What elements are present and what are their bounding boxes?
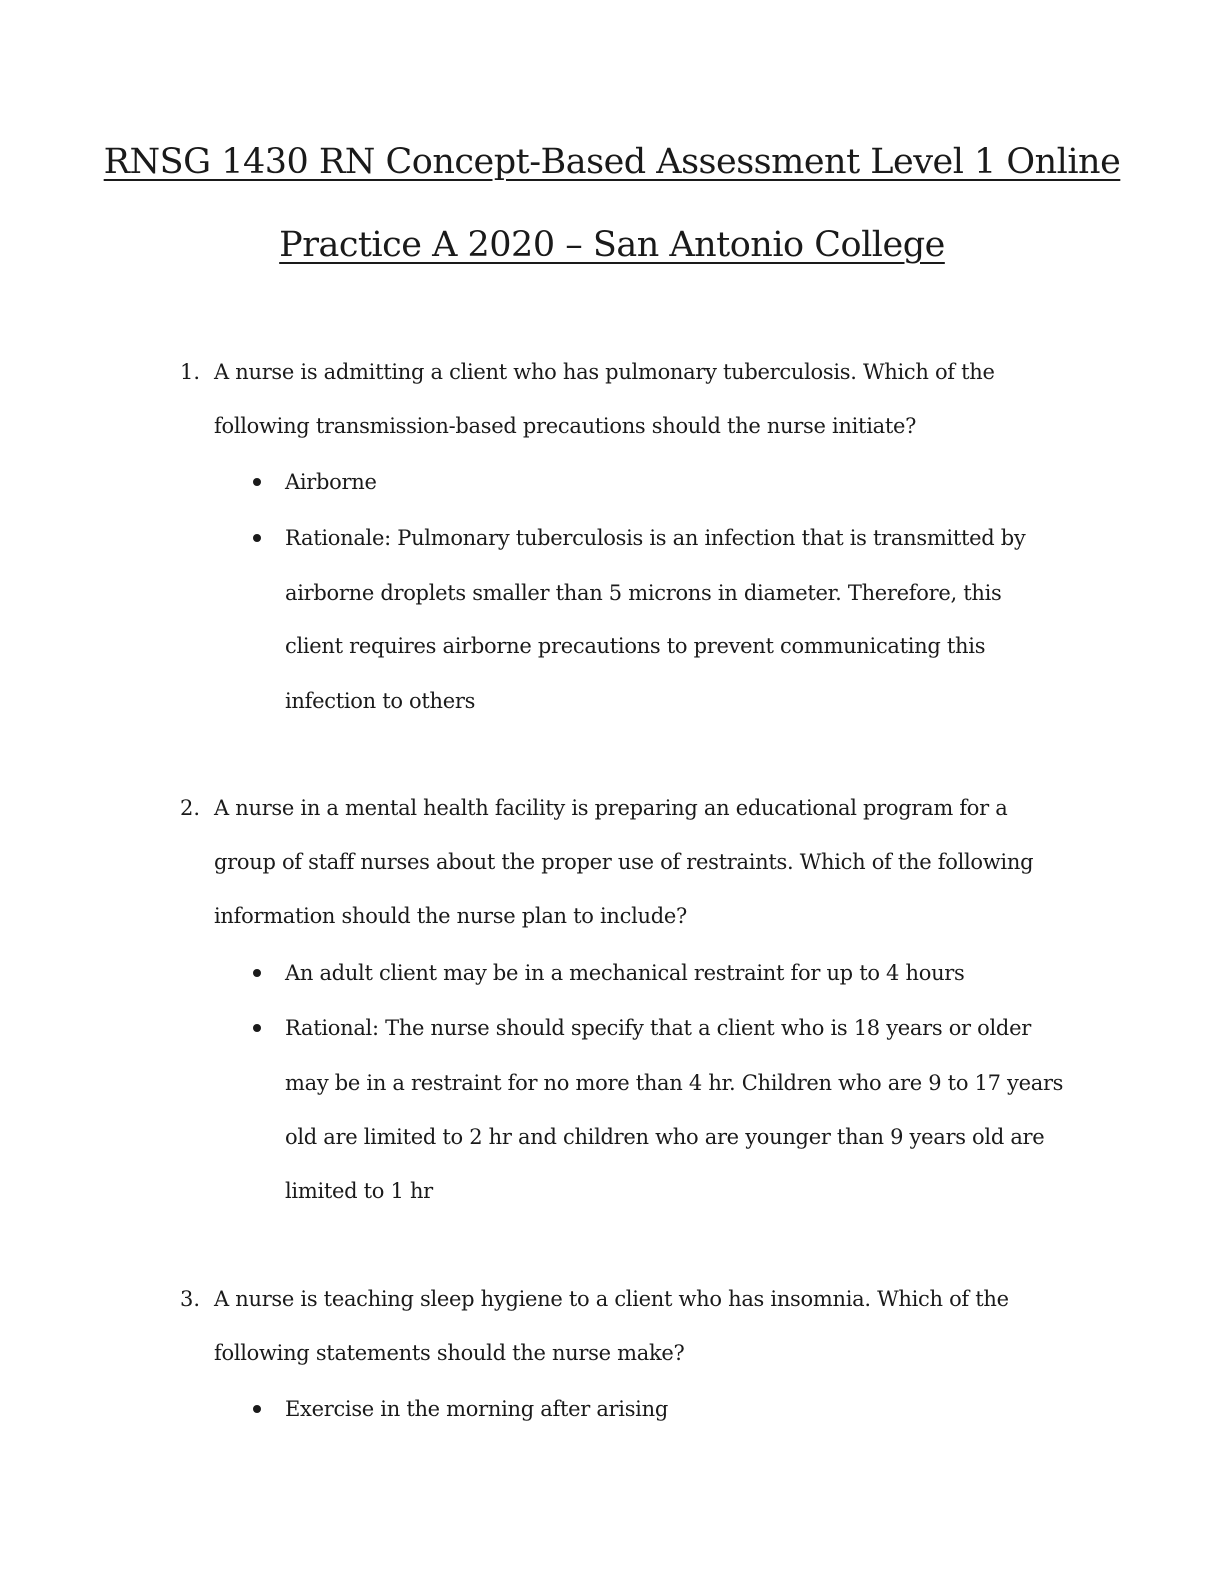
bullet-icon xyxy=(250,1394,264,1408)
rationale-text-line: old are limited to 2 hr and children who are younger than 9 years old are xyxy=(285,1125,1045,1149)
question-text-line: group of staff nurses about the proper use of restraints. Which of the following xyxy=(214,850,1034,874)
question-text-line: following statements should the nurse make? xyxy=(214,1341,685,1365)
answer-text: Exercise in the morning after arising xyxy=(285,1397,668,1421)
question-text-line: A nurse in a mental health facility is preparing an educational program for a xyxy=(214,796,1008,820)
bullet-icon xyxy=(250,958,264,972)
document-title-line-2: Practice A 2020 – San Antonio College xyxy=(279,225,945,265)
rationale-text-line: limited to 1 hr xyxy=(285,1179,433,1203)
bullet-icon xyxy=(250,467,264,481)
question-number: 2. xyxy=(179,796,200,820)
answer-text: Airborne xyxy=(285,470,377,494)
rationale-text-line: Rationale: Pulmonary tuberculosis is an infection that is transmitted by xyxy=(285,526,1026,550)
rationale-text-line: airborne droplets smaller than 5 microns in diameter. Therefore, this xyxy=(285,581,1002,605)
rationale-text-line: infection to others xyxy=(285,689,476,713)
document-title-line-1: RNSG 1430 RN Concept-Based Assessment Level 1 Online xyxy=(103,142,1121,182)
question-text-line: information should the nurse plan to include? xyxy=(214,904,687,928)
question-text-line: A nurse is admitting a client who has pulmonary tuberculosis. Which of the xyxy=(214,360,995,384)
question-number: 3. xyxy=(179,1287,200,1311)
question-text-line: A nurse is teaching sleep hygiene to a client who has insomnia. Which of the xyxy=(214,1287,1009,1311)
rationale-text-line: may be in a restraint for no more than 4 hr. Children who are 9 to 17 years xyxy=(285,1071,1064,1095)
bullet-icon xyxy=(250,1013,264,1027)
rationale-text-line: Rational: The nurse should specify that a client who is 18 years or older xyxy=(285,1016,1031,1040)
question-text-line: following transmission-based precautions should the nurse initiate? xyxy=(214,414,917,438)
answer-text: An adult client may be in a mechanical restraint for up to 4 hours xyxy=(285,961,965,985)
rationale-text-line: client requires airborne precautions to prevent communicating this xyxy=(285,634,986,658)
bullet-icon xyxy=(250,523,264,537)
question-number: 1. xyxy=(179,360,200,384)
